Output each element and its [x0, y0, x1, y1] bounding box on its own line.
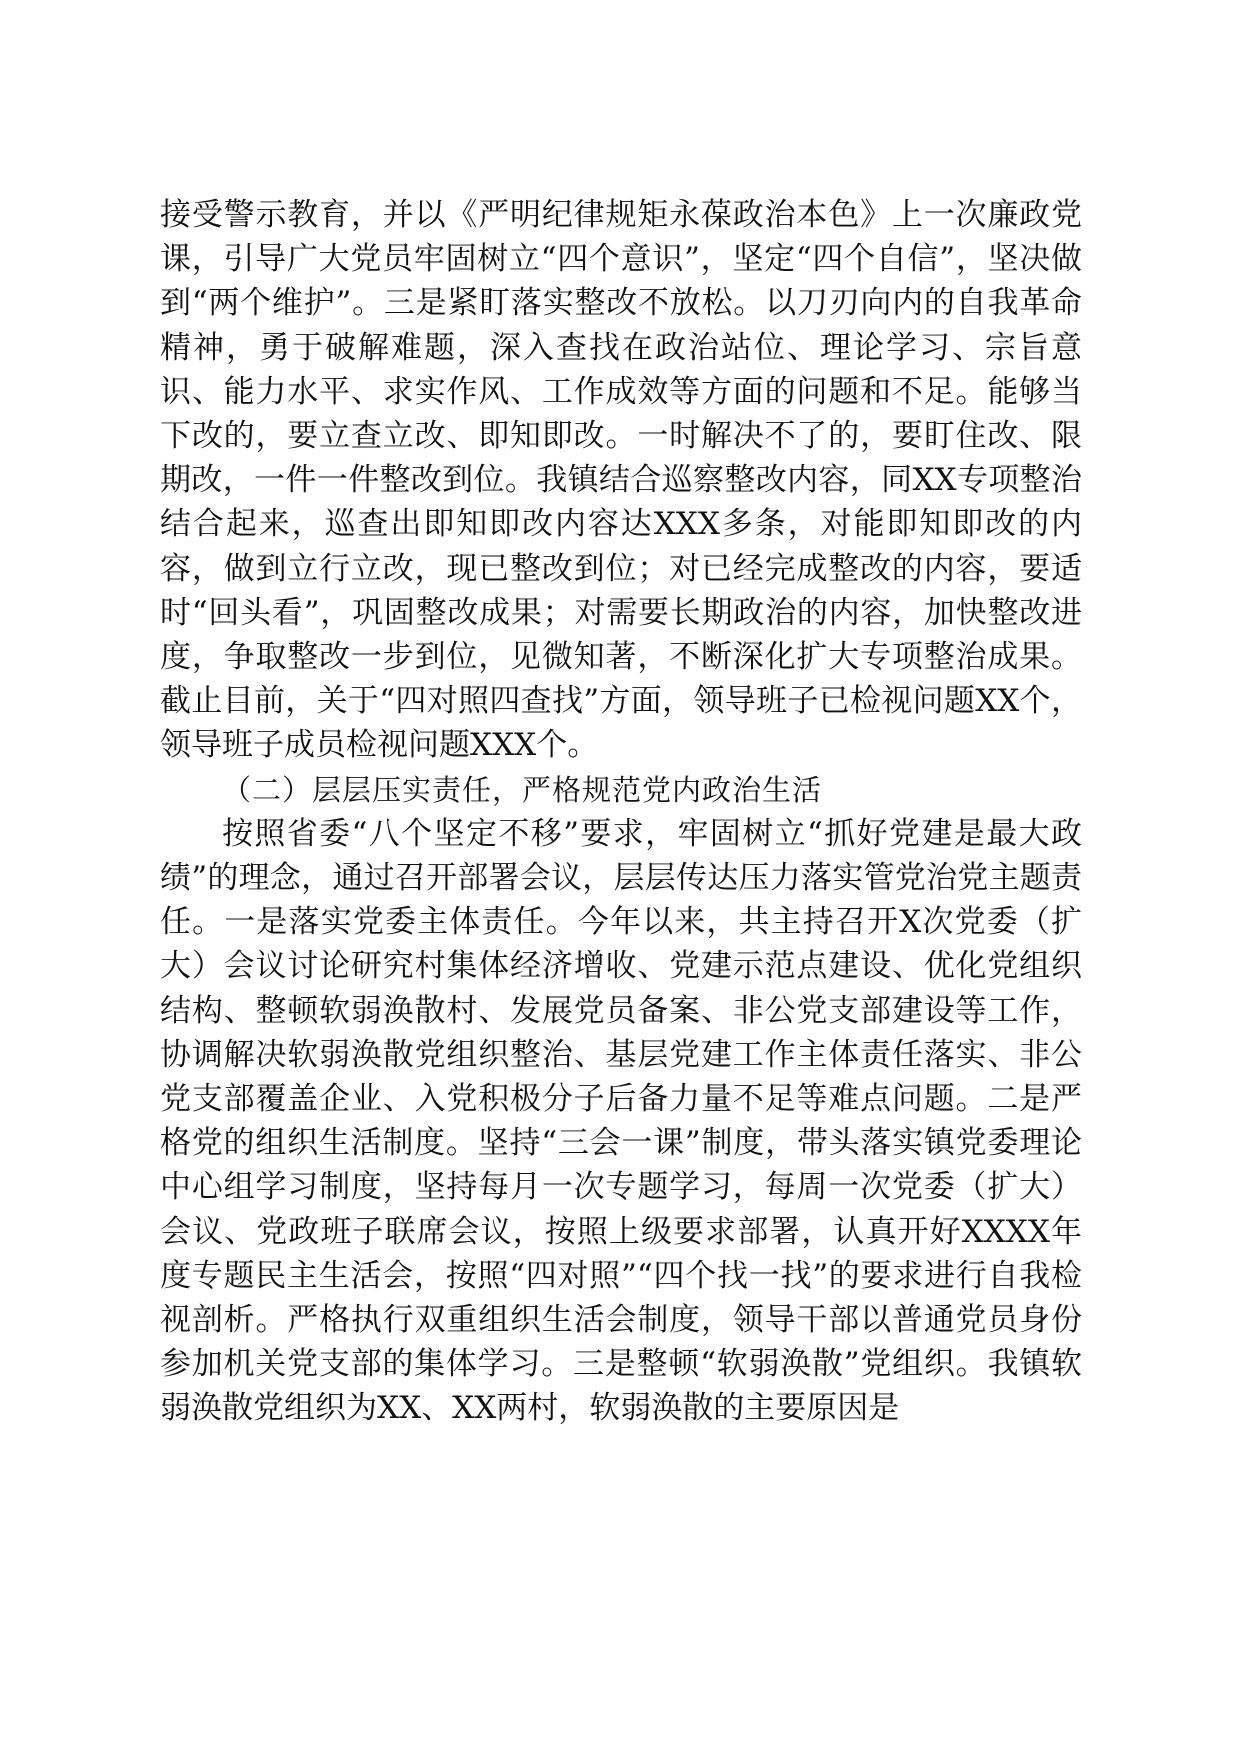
continued-paragraph: 接受警示教育，并以《严明纪律规矩永葆政治本色》上一次廉政党课，引导广大党员牢固树立“四个意识”，坚定“四个自信”，坚决做到“两个维护”。三是紧盯落实整改不放松。以刀刃向内的自我革命精神，勇于破解难题，深入查找在政治站位、理论学习、宗旨意识、能力水平、求实作风、工作成效等方面的问题和不足。能够当下改的，要立查立改、即知即改。一时解决不了的，要盯住改、限期改，一件一件整改到位。我镇结合巡察整改内容，同XX专项整治结合起来，巡查出即知即改内容达XXX多条，对能即知即改的内容，做到立行立改，现已整改到位；对已经完成整改的内容，要适时“回头看”，巩固整改成果；对需要长期政治的内容，加快整改进度，争取整改一步到位，见微知著，不断深化扩大专项整治成果。截止目前，关于“四对照四查找”方面，领导班子已检视问题XX个，领导班子成员检视问题XXX个。 [160, 197, 1082, 764]
section-paragraph: 按照省委“八个坚定不移”要求，牢固树立“抓好党建是最大政绩”的理念，通过召开部署会议，层层传达压力落实管党治党主题责任。一是落实党委主体责任。今年以来，共主持召开X次党委（扩大）会议讨论研究村集体经济增收、党建示范点建设、优化党组织结构、整顿软弱涣散村、发展党员备案、非公党支部建设等工作，协调解决软弱涣散党组织整治、基层党建工作主体责任落实、非公党支部覆盖企业、入党积极分子后备力量不足等难点问题。二是严格党的组织生活制度。坚持“三会一课”制度，带头落实镇党委理论中心组学习制度，坚持每月一次专题学习，每周一次党委（扩大）会议、党政班子联席会议，按照上级要求部署，认真开好XXXX年度专题民主生活会，按照“四对照”“四个找一找”的要求进行自我检视剖析。严格执行双重组织生活会制度，领导干部以普通党员身份参加机关党支部的集体学习。三是整顿“软弱涣散”党组织。我镇软弱涣散党组织为XX、XX两村，软弱涣散的主要原因是 [160, 815, 1082, 1427]
section-heading: （二）层层压实责任，严格规范党内政治生活 [222, 772, 823, 807]
document-body [160, 193, 1082, 1431]
